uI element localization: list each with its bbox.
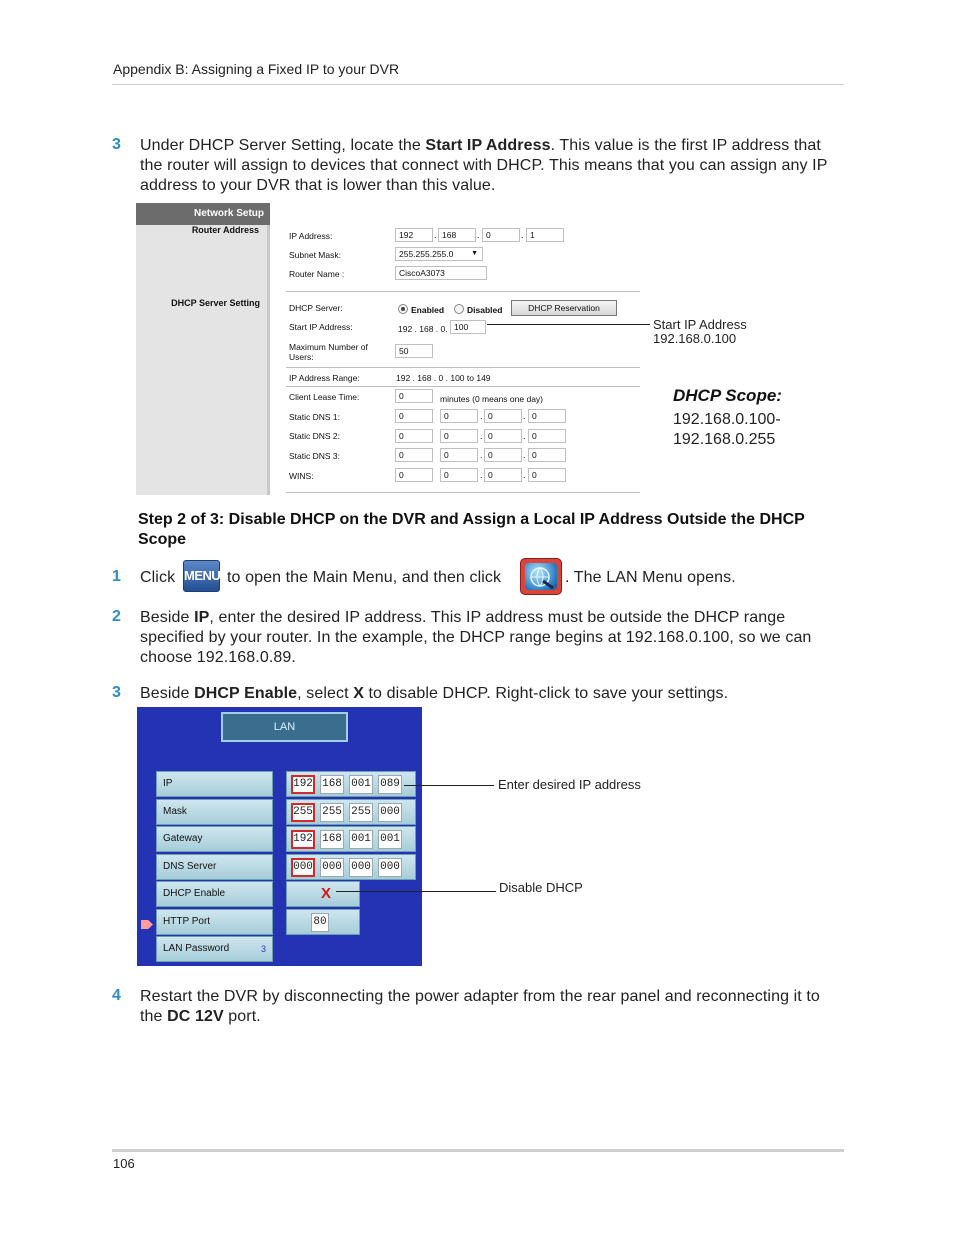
router-sidebar — [136, 203, 270, 495]
dvr-row-http-port: HTTP Port — [156, 909, 273, 935]
dot: . — [523, 450, 526, 460]
start-ip-field[interactable]: 100 — [450, 320, 486, 334]
dot: . — [523, 470, 526, 480]
dns3-octet[interactable]: 0 — [528, 448, 566, 462]
dhcp-scope-title: DHCP Scope: — [673, 386, 782, 405]
dot: . — [434, 230, 437, 240]
wins-octet[interactable]: 0 — [395, 468, 433, 482]
dot: . — [480, 431, 483, 441]
static-dns2-label: Static DNS 2: — [289, 431, 341, 441]
step3b-bold-dhcp: DHCP Enable — [194, 685, 298, 702]
pointer-icon — [141, 920, 153, 929]
dot: . — [521, 230, 524, 240]
dot: . — [523, 411, 526, 421]
client-lease-label: Client Lease Time: — [289, 392, 360, 402]
ip-octet-1[interactable]: 192 — [395, 228, 433, 242]
step-number: 4 — [112, 987, 121, 1004]
wins-octet[interactable]: 0 — [440, 468, 478, 482]
step1-middle-text: to open the Main Menu, and then click — [227, 569, 502, 586]
ip-range-label: IP Address Range: — [289, 373, 360, 383]
gateway-octet[interactable]: 192 — [291, 830, 315, 849]
step3-paragraph — [140, 136, 844, 196]
subnet-mask-select[interactable] — [395, 247, 483, 261]
dvr-row-dns: DNS Server — [156, 854, 273, 880]
step4-text: Restart the DVR by disconnecting the power adapter from the rear panel and reconnecting it to the — [140, 988, 820, 1025]
enabled-label: Enabled — [411, 305, 445, 315]
router-address-label: Router Address — [191, 225, 259, 235]
dns2-octet[interactable]: 0 — [395, 429, 433, 443]
dns-octet[interactable]: 000 — [291, 858, 315, 877]
dvr-row-gateway: Gateway — [156, 826, 273, 852]
dhcp-scope-line2: 192.168.0.255 — [673, 431, 776, 448]
dhcp-enable-toggle[interactable] — [286, 881, 360, 907]
step2-text-after: , enter the desired IP address. This IP address must be outside the DHCP range specified by your router. In the example, the DHCP range begins at 192.168.0.100, so we can choose 192.168.0.89. — [140, 609, 812, 666]
wins-octet[interactable]: 0 — [528, 468, 566, 482]
mask-value-group — [286, 799, 416, 825]
dot: . — [523, 431, 526, 441]
dns1-octet[interactable]: 0 — [484, 409, 522, 423]
mask-octet[interactable]: 000 — [378, 803, 402, 822]
dhcp-callout: Disable DHCP — [499, 880, 583, 895]
dns-octet[interactable]: 000 — [320, 858, 344, 877]
lan-menu-title: LAN — [221, 712, 348, 742]
dns1-octet[interactable]: 0 — [528, 409, 566, 423]
callout-line — [336, 891, 496, 892]
subnet-mask-label: Subnet Mask: — [289, 250, 341, 260]
network-cable-icon — [528, 565, 556, 590]
step3b-text-after: to disable DHCP. Right-click to save your settings. — [363, 685, 729, 702]
step3-text: Under DHCP Server Setting, locate the — [140, 137, 426, 154]
client-lease-field[interactable]: 0 — [395, 389, 433, 403]
dhcp-server-setting-label: DHCP Server Setting — [171, 298, 260, 308]
enabled-radio[interactable] — [398, 304, 408, 314]
dns3-octet[interactable]: 0 — [440, 448, 478, 462]
step-number: 3 — [112, 684, 121, 701]
wins-octet[interactable]: 0 — [484, 468, 522, 482]
dhcp-scope-line1: 192.168.0.100- — [673, 411, 781, 428]
ip-octet[interactable]: 089 — [378, 775, 402, 794]
dns-octet[interactable]: 000 — [349, 858, 373, 877]
step2-paragraph — [140, 608, 844, 668]
callout-line — [487, 324, 650, 325]
step4-paragraph — [140, 987, 844, 1027]
ip-value-group — [286, 771, 416, 797]
step2-bold: IP — [194, 609, 210, 626]
lan-network-icon — [520, 558, 562, 595]
step3b-paragraph — [140, 684, 844, 704]
http-port-group — [286, 909, 360, 935]
start-ip-callout-line1: Start IP Address — [653, 317, 747, 332]
ip-octet-2[interactable]: 168 — [438, 228, 476, 242]
dvr-lan-menu-screenshot — [137, 707, 422, 966]
dot: . — [477, 230, 480, 240]
divider — [286, 386, 640, 387]
ip-octet-3[interactable]: 0 — [482, 228, 520, 242]
static-dns3-label: Static DNS 3: — [289, 451, 341, 461]
lease-unit: minutes (0 means one day) — [440, 394, 543, 404]
step3b-bold-x: X — [353, 685, 364, 702]
gateway-value-group — [286, 826, 416, 852]
dns1-octet[interactable]: 0 — [440, 409, 478, 423]
dhcp-server-label: DHCP Server: — [289, 303, 343, 313]
lan-password-label: LAN Password — [163, 943, 230, 954]
callout-line — [404, 785, 494, 786]
disabled-label: Disabled — [467, 305, 503, 315]
step4-text-after: port. — [223, 1008, 261, 1025]
gateway-octet[interactable]: 001 — [378, 830, 402, 849]
router-name-field[interactable]: CiscoA3073 — [395, 266, 487, 280]
step-number: 2 — [112, 608, 121, 625]
chevron-down-icon: ▼ — [471, 250, 478, 257]
lan-password-value: 3 — [260, 944, 266, 954]
gateway-octet[interactable]: 001 — [349, 830, 373, 849]
ip-octet-4[interactable]: 1 — [526, 228, 564, 242]
step2-text: Beside — [140, 609, 195, 626]
section-heading: Step 2 of 3: Disable DHCP on the DVR and Assign a Local IP Address Outside the DHCP Scope — [138, 511, 805, 548]
static-dns1-label: Static DNS 1: — [289, 412, 341, 422]
step4-bold: DC 12V — [167, 1008, 224, 1025]
start-ip-prefix: 192 . 168 . 0. — [398, 324, 448, 334]
dot: . — [480, 450, 483, 460]
step3b-text-mid: , select — [297, 685, 354, 702]
start-ip-callout-line2: 192.168.0.100 — [653, 331, 737, 346]
dns1-octet[interactable]: 0 — [395, 409, 433, 423]
disabled-radio[interactable] — [454, 304, 464, 314]
dns-value-group — [286, 854, 416, 880]
divider — [286, 492, 640, 493]
dvr-row-dhcp-enable: DHCP Enable — [156, 881, 273, 907]
start-ip-label: Start IP Address: — [289, 322, 353, 332]
ip-octet[interactable]: 168 — [320, 775, 344, 794]
gateway-octet[interactable]: 168 — [320, 830, 344, 849]
mask-octet[interactable]: 255 — [320, 803, 344, 822]
dot: . — [480, 411, 483, 421]
subnet-mask-value: 255.255.255.0 — [399, 249, 454, 259]
divider — [286, 367, 640, 368]
ip-callout: Enter desired IP address — [498, 777, 641, 792]
dhcp-disabled-x-icon[interactable]: X — [321, 885, 332, 902]
mask-octet[interactable]: 255 — [291, 803, 315, 822]
menu-button-icon: MENU — [183, 560, 220, 592]
dvr-row-ip: IP — [156, 771, 273, 797]
running-header: Appendix B: Assigning a Fixed IP to your DVR — [113, 61, 400, 77]
network-setup-label: Network Setup — [193, 208, 264, 219]
dhcp-reservation-button[interactable]: DHCP Reservation — [511, 300, 617, 316]
step-number: 3 — [112, 136, 121, 153]
dns-octet[interactable]: 000 — [378, 858, 402, 877]
dns2-octet[interactable]: 0 — [528, 429, 566, 443]
divider — [286, 291, 640, 292]
router-name-label: Router Name : — [289, 269, 345, 279]
mask-octet[interactable]: 255 — [349, 803, 373, 822]
ip-address-label: IP Address: — [289, 231, 333, 241]
step3-bold: Start IP Address — [425, 137, 551, 154]
router-sidebar-header — [136, 203, 270, 225]
step3-text-after: . This value is the first IP address that the router will assign to devices that connect with DHCP. This means that you can assign any IP address to your DVR that is lower than this value. — [140, 137, 828, 194]
dns2-octet[interactable]: 0 — [440, 429, 478, 443]
page-number: 106 — [113, 1156, 135, 1171]
step1-end-text: . The LAN Menu opens. — [565, 569, 736, 586]
ip-octet[interactable]: 001 — [349, 775, 373, 794]
max-users-field[interactable]: 50 — [395, 344, 433, 358]
http-port-field[interactable]: 80 — [311, 913, 329, 932]
dns3-octet[interactable]: 0 — [395, 448, 433, 462]
max-users-label: Maximum Number of Users: — [289, 342, 368, 362]
dot: . — [480, 470, 483, 480]
router-setup-screenshot — [136, 203, 642, 495]
dvr-row-lan-password[interactable] — [156, 936, 273, 962]
step3b-text: Beside — [140, 685, 195, 702]
dns3-octet[interactable]: 0 — [484, 448, 522, 462]
click-text: Click — [140, 569, 176, 586]
footer-divider — [112, 1149, 844, 1152]
wins-label: WINS: — [289, 471, 314, 481]
dvr-row-mask: Mask — [156, 799, 273, 825]
dns2-octet[interactable]: 0 — [484, 429, 522, 443]
ip-octet[interactable]: 192 — [291, 775, 315, 794]
step-number: 1 — [112, 568, 121, 585]
ip-range-value: 192 . 168 . 0 . 100 to 149 — [396, 373, 491, 383]
header-divider — [112, 84, 844, 85]
